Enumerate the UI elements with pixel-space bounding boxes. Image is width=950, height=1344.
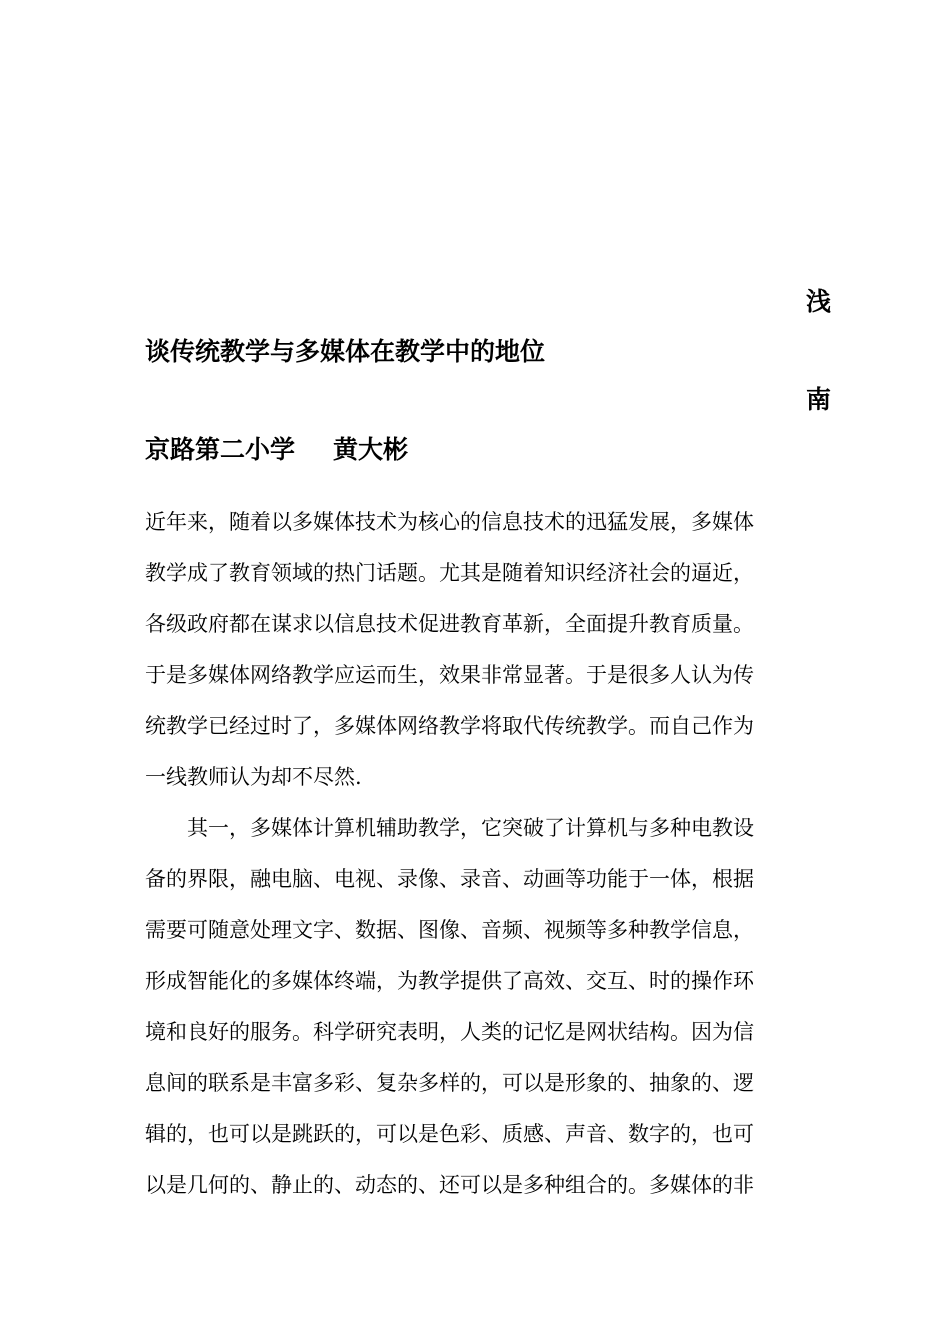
body-line: 境和良好的服务。科学研究表明，人类的记忆是网状结构。因为信: [145, 1020, 754, 1044]
author-first-char: 南: [806, 385, 832, 414]
body-line: 一线教师认为却不尽然.: [145, 765, 362, 789]
body-line: 需要可随意处理文字、数据、图像、音频、视频等多种教学信息，: [145, 918, 754, 942]
body-line: 教学成了教育领域的热门话题。尤其是随着知识经济社会的逼近，: [145, 561, 754, 585]
title-first-char: 浅: [806, 287, 832, 316]
body-line: 形成智能化的多媒体终端，为教学提供了高效、交互、时的操作环: [145, 969, 754, 993]
author-school: 京路第二小学: [145, 435, 296, 464]
body-line: 其一，多媒体计算机辅助教学，它突破了计算机与多种电教设: [145, 816, 754, 840]
author-line: [145, 435, 408, 465]
body-line: 辑的，也可以是跳跃的，可以是色彩、质感、声音、数字的，也可: [145, 1122, 754, 1146]
body-line: 于是多媒体网络教学应运而生，效果非常显著。于是很多人认为传: [145, 663, 754, 687]
body-line: 近年来，随着以多媒体技术为核心的信息技术的迅猛发展，多媒体: [145, 510, 754, 534]
body-line: 统教学已经过时了，多媒体网络教学将取代传统教学。而自己作为: [145, 714, 754, 738]
body-line: 息间的联系是丰富多彩、复杂多样的，可以是形象的、抽象的、逻: [145, 1071, 754, 1095]
body-text: [145, 497, 807, 1211]
body-line: 各级政府都在谋求以信息技术促进教育革新，全面提升教育质量。: [145, 612, 754, 636]
body-line: 以是几何的、静止的、动态的、还可以是多种组合的。多媒体的非: [145, 1173, 754, 1197]
document-title: 谈传统教学与多媒体在教学中的地位: [145, 337, 546, 366]
body-line: 备的界限，融电脑、电视、录像、录音、动画等功能于一体，根据: [145, 867, 754, 891]
author-name: 黄大彬: [333, 435, 409, 464]
